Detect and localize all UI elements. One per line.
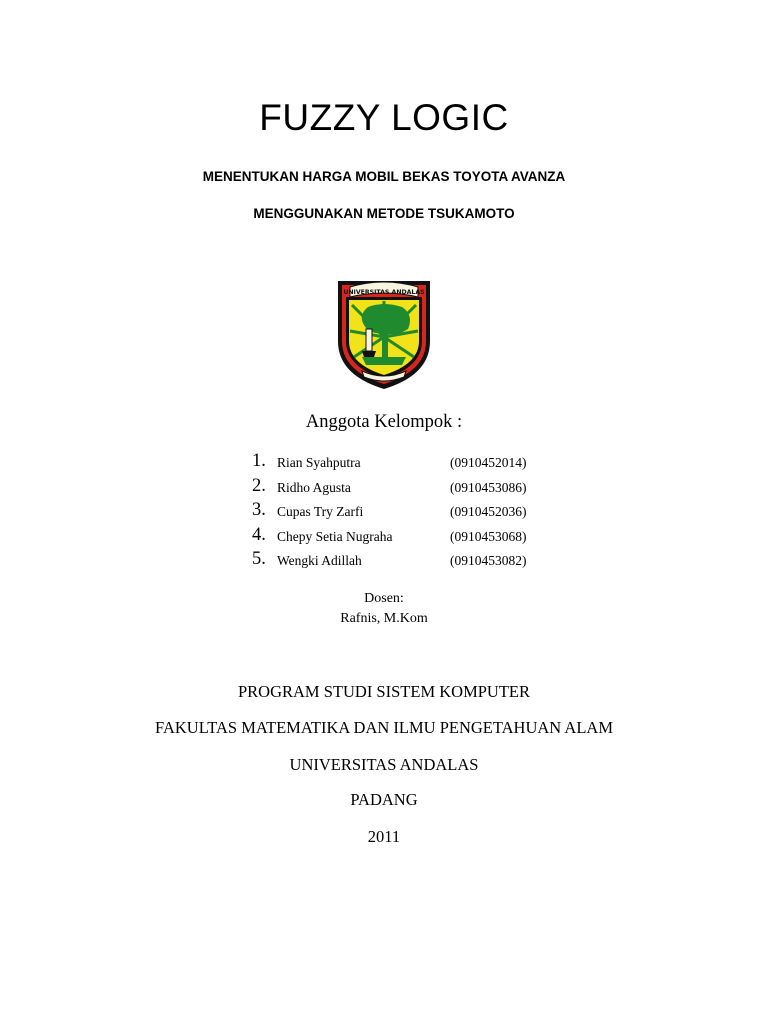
members-heading: Anggota Kelompok : bbox=[305, 412, 463, 432]
member-name: Ridho Agusta bbox=[277, 479, 351, 495]
list-item bbox=[252, 475, 572, 500]
member-nim: (0910452014) bbox=[450, 455, 527, 470]
faculty-name: FAKULTAS MATEMATIKA DAN ILMU PENGETAHUAN ALAM bbox=[155, 718, 613, 737]
study-program: PROGRAM STUDI SISTEM KOMPUTER bbox=[238, 682, 530, 701]
member-nim: (0910452036) bbox=[450, 504, 527, 519]
svg-text:UNIVERSITAS ANDALAS: UNIVERSITAS ANDALAS bbox=[343, 289, 425, 296]
document-title: FUZZY LOGIC bbox=[259, 97, 509, 138]
list-item bbox=[252, 548, 572, 573]
lecturer-label: Dosen: bbox=[364, 591, 404, 606]
member-name: Rian Syahputra bbox=[277, 455, 361, 470]
member-name: Wengki Adillah bbox=[277, 553, 362, 568]
document-year: 2011 bbox=[367, 827, 401, 846]
lecturer-name: Rafnis, M.Kom bbox=[340, 611, 428, 626]
list-item bbox=[252, 499, 572, 524]
member-nim: (0910453068) bbox=[450, 528, 527, 544]
member-nim: (0910453082) bbox=[450, 553, 527, 568]
member-name: Chepy Setia Nugraha bbox=[277, 528, 393, 544]
member-number: 1. bbox=[252, 451, 266, 471]
list-item bbox=[252, 450, 572, 475]
member-number: 2. bbox=[252, 475, 266, 496]
university-logo bbox=[332, 271, 436, 393]
member-number: 5. bbox=[252, 549, 266, 569]
member-nim: (0910453086) bbox=[450, 479, 527, 495]
list-item bbox=[252, 524, 572, 549]
member-number: 3. bbox=[252, 500, 266, 520]
members-list bbox=[252, 450, 572, 573]
university-name: UNIVERSITAS ANDALAS bbox=[289, 755, 479, 774]
city-name: PADANG bbox=[350, 790, 418, 809]
member-number: 4. bbox=[252, 524, 266, 545]
member-name: Cupas Try Zarfi bbox=[277, 504, 364, 519]
document-subtitle-line2: MENGGUNAKAN METODE TSUKAMOTO bbox=[253, 206, 515, 221]
document-subtitle-line1: MENENTUKAN HARGA MOBIL BEKAS TOYOTA AVANZA bbox=[202, 169, 566, 184]
